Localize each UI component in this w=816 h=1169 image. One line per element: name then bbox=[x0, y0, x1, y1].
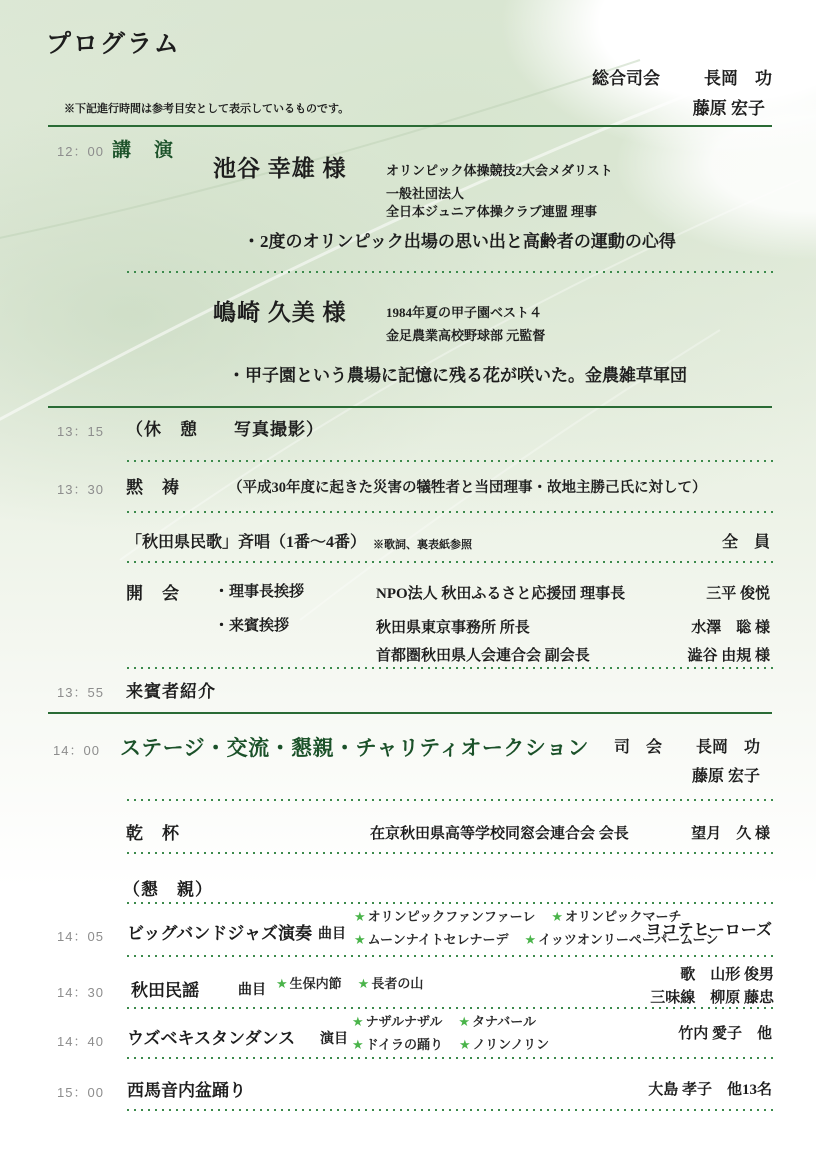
act-2-performer-1: 歌 山形 俊男 bbox=[680, 967, 774, 983]
dotted-divider bbox=[127, 667, 773, 669]
song-title: ノリンノリン bbox=[472, 1037, 550, 1052]
stage-mc-block bbox=[614, 733, 760, 791]
star-icon: ★ bbox=[352, 1037, 364, 1052]
general-mc-name-2: 藤原 宏子 bbox=[692, 99, 765, 118]
dotted-divider bbox=[127, 955, 773, 957]
act-1-list-label: 曲目 bbox=[318, 927, 346, 942]
song-title: ムーンナイトセレナーデ bbox=[367, 932, 509, 947]
toast-label: 乾 杯 bbox=[126, 824, 180, 843]
dotted-divider bbox=[127, 511, 773, 513]
act-1-performer: ヨコテヒーローズ bbox=[645, 922, 772, 939]
act-2-performers bbox=[650, 964, 774, 1010]
silent-prayer-desc: （平成30年度に起きた災害の犠牲者と当団理事・故地主勝己氏に対して） bbox=[228, 480, 707, 496]
lecture-heading: 講 演 bbox=[112, 140, 176, 161]
act-3-title: ウズベキスタンダンス bbox=[127, 1029, 296, 1048]
general-mc-name-1: 長岡 功 bbox=[704, 69, 772, 88]
song-title: 長者の山 bbox=[371, 976, 424, 991]
act-2-list-label: 曲目 bbox=[238, 983, 266, 998]
section-rule bbox=[48, 712, 772, 714]
time-act-3: 14：40 bbox=[57, 1034, 104, 1049]
act-3-list-label: 演目 bbox=[320, 1032, 348, 1047]
break-label: （休 憩 写真撮影） bbox=[126, 420, 324, 439]
star-icon: ★ bbox=[524, 932, 537, 947]
anthem-who: 全 員 bbox=[721, 534, 770, 551]
speaker2-credential-line1: 1984年夏の甲子園ベスト４ bbox=[386, 305, 543, 320]
time-act-4: 15：00 bbox=[57, 1085, 104, 1100]
opening-name-1: 三平 俊悦 bbox=[706, 586, 770, 602]
section-rule bbox=[48, 125, 772, 127]
act-4-title: 西馬音内盆踊り bbox=[127, 1081, 246, 1100]
speaker1-name: 池谷 幸雄 様 bbox=[213, 156, 347, 181]
song-title: オリンピックマーチ bbox=[565, 909, 682, 924]
act-4-performer: 大島 孝子 他13名 bbox=[648, 1082, 772, 1098]
anthem-label: 「秋田県民歌」斉唱（1番～4番） bbox=[126, 534, 367, 551]
stage-mc-name-2: 藤原 宏子 bbox=[691, 768, 760, 785]
anthem-note: ※歌詞、裏表紙参照 bbox=[373, 539, 472, 551]
opening-org-3: 首都圏秋田県人会連合会 副会長 bbox=[376, 648, 590, 664]
dotted-divider bbox=[127, 1109, 773, 1111]
act-2-performer-2: 三味線 柳原 藤忠 bbox=[650, 990, 774, 1006]
opening-item-1: ・理事長挨拶 bbox=[214, 584, 305, 600]
toast-org: 在京秋田県高等学校同窓会連合会 会長 bbox=[370, 826, 629, 842]
stage-mc-name-1: 長岡 功 bbox=[695, 739, 760, 756]
time-act-1: 14：05 bbox=[57, 929, 104, 944]
song-title: タナバール bbox=[472, 1014, 536, 1029]
time-stage: 14：00 bbox=[53, 743, 100, 758]
social-label: （懇 親） bbox=[123, 880, 213, 899]
star-icon: ★ bbox=[354, 909, 366, 924]
act-1-title: ビッグバンドジャズ演奏 bbox=[127, 924, 312, 943]
speaker1-credential-1: オリンピック体操競技2大会メダリスト bbox=[386, 163, 613, 178]
speaker1-credential-2 bbox=[386, 185, 597, 221]
silent-prayer-label: 黙 祷 bbox=[126, 478, 180, 497]
star-icon: ★ bbox=[352, 1014, 364, 1029]
speaker2-credential-line2: 金足農業高校野球部 元監督 bbox=[386, 328, 546, 343]
star-icon: ★ bbox=[551, 909, 564, 924]
time-lecture: 12：00 bbox=[57, 144, 104, 159]
time-act-2: 14：30 bbox=[57, 985, 104, 1000]
speaker2-credentials bbox=[386, 301, 545, 347]
dotted-divider bbox=[127, 852, 773, 854]
dotted-divider bbox=[127, 561, 773, 563]
stage-mc-label: 司 会 bbox=[613, 739, 662, 756]
song-title: オリンピックファンファーレ bbox=[367, 909, 536, 924]
general-mc-block bbox=[592, 64, 772, 124]
star-icon: ★ bbox=[354, 932, 366, 947]
stage-heading: ステージ・交流・懇親・チャリティオークション bbox=[120, 737, 590, 760]
star-icon: ★ bbox=[458, 1014, 471, 1029]
speaker1-topic: ・2度のオリンピック出場の思い出と高齢者の運動の心得 bbox=[243, 232, 676, 251]
star-icon: ★ bbox=[459, 1037, 471, 1052]
time-guest-intro: 13：55 bbox=[57, 685, 104, 700]
dotted-divider bbox=[127, 799, 773, 801]
act-2-songs bbox=[276, 972, 423, 995]
page-title: プログラム bbox=[46, 30, 181, 58]
song-title: 生保内節 bbox=[289, 976, 342, 991]
song-title: ドイラの踊り bbox=[365, 1037, 444, 1052]
opening-org-1: NPO法人 秋田ふるさと応援団 理事長 bbox=[376, 586, 626, 602]
dotted-divider bbox=[127, 271, 773, 273]
act-3-performer: 竹内 愛子 他 bbox=[678, 1026, 772, 1042]
time-silent-prayer: 13：30 bbox=[57, 482, 104, 497]
time-break: 13：15 bbox=[57, 424, 104, 439]
song-title: ナザルナザル bbox=[365, 1014, 443, 1029]
dotted-divider bbox=[127, 902, 773, 904]
schedule-note: ※下記進行時間は参考目安として表示しているものです。 bbox=[64, 103, 350, 115]
act-2-title: 秋田民謡 bbox=[131, 981, 199, 1000]
guest-intro-label: 来賓者紹介 bbox=[126, 682, 216, 701]
dotted-divider bbox=[127, 460, 773, 462]
section-rule bbox=[48, 406, 772, 408]
dotted-divider bbox=[127, 1057, 773, 1059]
dotted-divider bbox=[127, 1007, 773, 1009]
opening-org-2: 秋田県東京事務所 所長 bbox=[376, 620, 530, 636]
general-mc-label: 総合司会 bbox=[592, 69, 660, 88]
speaker2-topic: ・甲子園という農場に記憶に残る花が咲いた。金農雑草軍団 bbox=[228, 366, 687, 385]
opening-item-2: ・来賓挨拶 bbox=[214, 618, 290, 634]
opening-label: 開 会 bbox=[126, 584, 180, 603]
star-icon: ★ bbox=[276, 976, 288, 991]
speaker2-name: 嶋崎 久美 様 bbox=[213, 300, 347, 325]
opening-name-2: 水澤 聡 様 bbox=[691, 620, 770, 636]
toast-name: 望月 久 様 bbox=[691, 826, 770, 842]
star-icon: ★ bbox=[357, 976, 370, 991]
speaker1-credential-2-line1: 一般社団法人 bbox=[386, 186, 465, 201]
song-title: イッツオンリーペーパームーン bbox=[538, 932, 719, 947]
speaker1-credential-2-line2: 全日本ジュニア体操クラブ連盟 理事 bbox=[386, 204, 597, 219]
opening-name-3: 澁谷 由規 様 bbox=[687, 648, 770, 664]
act-3-songs bbox=[352, 1010, 549, 1056]
